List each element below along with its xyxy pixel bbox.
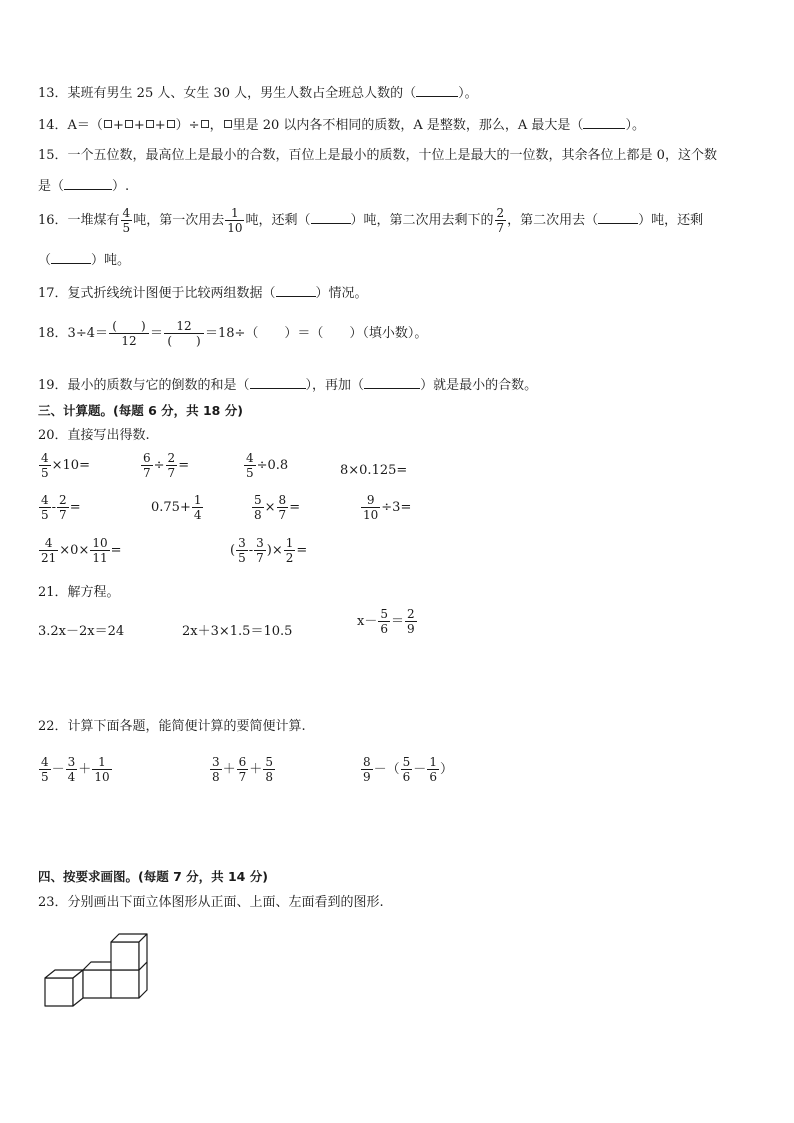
- cube-upper: [111, 942, 139, 970]
- fraction: $\frac{2}{7}$: [496, 206, 505, 235]
- question-22-title: 22．计算下面各题，能简便计算的要简便计算.: [38, 719, 306, 734]
- question-14: 14．A＝（ + + + ）÷ ， 里是 20 以内各不相同的质数，A 是整数，那么，A 最大是（ ）。: [38, 115, 645, 135]
- expression: $\frac{3}{8}$ ＋ $\frac{6}{7}$ ＋ $\frac{5}{8}$: [212, 755, 273, 784]
- fraction: 12 ( ): [164, 319, 204, 348]
- answer-blank[interactable]: [364, 375, 420, 389]
- cube-front-left: [45, 978, 73, 1006]
- question-16-line2: （ ）吨。: [38, 250, 130, 270]
- answer-blank[interactable]: [64, 176, 112, 190]
- answer-blank[interactable]: [583, 115, 625, 129]
- fraction: ( ) 12: [109, 319, 149, 348]
- question-13: 13．某班有男生 25 人、女生 30 人，男生人数占全班总人数的（ ）。: [38, 83, 478, 103]
- fraction: $\frac{1}{10}$: [227, 206, 243, 235]
- question-15-line2: 是（ ）.: [38, 176, 129, 196]
- equation: 3.2x－2x＝24: [38, 624, 125, 639]
- calc-item: $\frac{4}{5}$ ÷0.8: [246, 451, 289, 480]
- answer-blank[interactable]: [416, 83, 458, 97]
- box-icon: [125, 120, 133, 128]
- fraction: $\frac{4}{5}$: [122, 206, 131, 235]
- calc-item: $\frac{4}{5}$ ×10=: [41, 451, 90, 480]
- calc-item: ( $\frac{3}{5}$ - $\frac{3}{7}$ )× $\frac{1}{2}$ =: [230, 536, 308, 565]
- equation: x－ $\frac{5}{6}$ ＝ $\frac{2}{9}$: [357, 607, 415, 636]
- cube-back-middle: [83, 970, 111, 998]
- box-icon: [146, 120, 154, 128]
- question-17: 17．复式折线统计图便于比较两组数据（ ）情况。: [38, 283, 368, 303]
- question-16: 16．一堆煤有 $\frac{4}{5}$ 吨，第一次用去 $\frac{1}{10}$ 吨，还剩（ ）吨，第二次用去剩下的 $\frac{2}{7}$ ，第二次用去（ ）吨，还剩: [38, 206, 704, 235]
- question-21-title: 21．解方程。: [38, 585, 120, 600]
- answer-blank[interactable]: [250, 375, 306, 389]
- answer-blank[interactable]: [51, 250, 91, 264]
- box-icon: [167, 120, 175, 128]
- calc-item: $\frac{9}{10}$ ÷3=: [363, 493, 412, 522]
- answer-blank[interactable]: [311, 210, 351, 224]
- calc-item: 8×0.125=: [340, 463, 408, 478]
- calc-item: $\frac{4}{21}$ ×0× $\frac{10}{11}$ =: [41, 536, 122, 565]
- expression: $\frac{4}{5}$ － $\frac{3}{4}$ ＋ $\frac{1}{10}$: [41, 755, 110, 784]
- calc-item: $\frac{6}{7}$ ÷ $\frac{2}{7}$ =: [143, 451, 190, 480]
- equation: 2x＋3×1.5＝10.5: [182, 624, 293, 639]
- q13-text: 13．某班有男生 25 人、女生 30 人，男生人数占全班总人数的（: [38, 86, 417, 101]
- question-20-title: 20．直接写出得数.: [38, 428, 150, 443]
- calc-item: $\frac{4}{5}$ - $\frac{2}{7}$ =: [41, 493, 81, 522]
- section-4-heading: 四、按要求画图。(每题 7 分，共 14 分): [38, 869, 268, 884]
- box-icon: [104, 120, 112, 128]
- question-18: 18．3÷4＝ ( ) 12 ＝ 12 ( ) ＝18÷（ ）＝（ ）（填小数）。: [38, 319, 428, 348]
- answer-blank[interactable]: [276, 283, 316, 297]
- section-3-heading: 三、计算题。(每题 6 分，共 18 分): [38, 403, 243, 418]
- expression: $\frac{8}{9}$ －（ $\frac{5}{6}$ － $\frac{1}{6}$ ）: [363, 755, 453, 784]
- box-icon: [201, 120, 209, 128]
- question-23-title: 23．分别画出下面立体图形从正面、上面、左面看到的图形.: [38, 895, 384, 910]
- calc-item: 0.75+ $\frac{1}{4}$: [151, 493, 202, 522]
- cube-stack-figure: [40, 928, 160, 1012]
- box-icon: [224, 120, 232, 128]
- question-19: 19．最小的质数与它的倒数的和是（ ），再加（ ）就是最小的合数。: [38, 375, 537, 395]
- calc-item: $\frac{5}{8}$ × $\frac{8}{7}$ =: [254, 493, 301, 522]
- answer-blank[interactable]: [598, 210, 638, 224]
- question-15-line1: 15．一个五位数，最高位上是最小的合数，百位上是最小的质数，十位上是最大的一位数，其余各位上都是 0，这个数: [38, 148, 717, 163]
- cube-back-right: [111, 970, 139, 998]
